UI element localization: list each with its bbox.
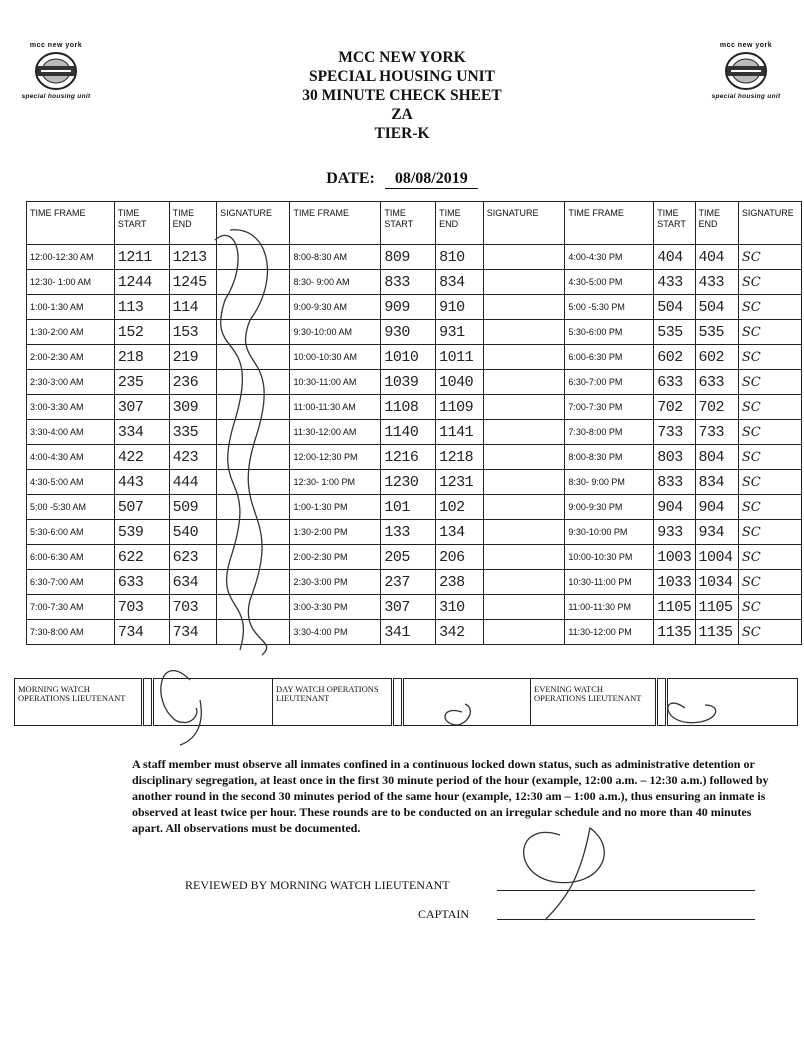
time-frame-cell: 8:00-8:30 PM: [565, 445, 654, 470]
table-row: [27, 470, 802, 495]
table-row: [27, 595, 802, 620]
time-start-cell: 1230: [381, 470, 436, 495]
header-line-4: ZA: [391, 106, 413, 123]
check-table-body: [27, 245, 802, 645]
time-start-cell: 702: [654, 395, 695, 420]
time-end-cell: 834: [436, 270, 484, 295]
time-frame-cell: 7:30-8:00 AM: [27, 620, 115, 645]
signature-cell: SC: [738, 495, 801, 520]
time-frame-cell: 7:30-8:00 PM: [565, 420, 654, 445]
header-line-2: SPECIAL HOUSING UNIT: [308, 68, 496, 85]
signature-cell: SC: [738, 445, 801, 470]
signature-cell[interactable]: [217, 595, 290, 620]
time-frame-cell: 6:30-7:00 AM: [27, 570, 115, 595]
signature-cell: SC: [738, 270, 801, 295]
time-frame-cell: 6:30-7:00 PM: [565, 370, 654, 395]
time-frame-cell: 2:30-3:00 AM: [27, 370, 115, 395]
column-header: TIME FRAME: [27, 202, 115, 245]
time-start-cell: 930: [381, 320, 436, 345]
table-row: [27, 520, 802, 545]
time-frame-cell: 5:00 -5:30 PM: [565, 295, 654, 320]
time-end-cell: 910: [436, 295, 484, 320]
table-row: [27, 345, 802, 370]
signature-cell[interactable]: [217, 520, 290, 545]
column-header: TIME END: [169, 202, 217, 245]
time-start-cell: 703: [114, 595, 169, 620]
time-frame-cell: 5:00 -5:30 AM: [27, 495, 115, 520]
time-frame-cell: 4:00-4:30 PM: [565, 245, 654, 270]
day-watch-label: DAY WATCH OPERATIONS LIEUTENANT: [273, 679, 393, 726]
time-start-cell: 734: [114, 620, 169, 645]
time-end-cell: 834: [695, 470, 738, 495]
time-end-cell: 540: [169, 520, 217, 545]
table-row: [27, 445, 802, 470]
seal-org-text: mcc new york: [719, 42, 773, 49]
time-frame-cell: 7:00-7:30 PM: [565, 395, 654, 420]
time-start-cell: 341: [381, 620, 436, 645]
column-header: SIGNATURE: [217, 202, 290, 245]
time-end-cell: 623: [169, 545, 217, 570]
time-start-cell: 443: [114, 470, 169, 495]
table-row: [27, 320, 802, 345]
time-end-cell: 934: [695, 520, 738, 545]
time-frame-cell: 2:00-2:30 AM: [27, 345, 115, 370]
signature-cell: SC: [738, 395, 801, 420]
time-end-cell: 804: [695, 445, 738, 470]
table-row: [27, 245, 802, 270]
time-start-cell: 113: [114, 295, 169, 320]
signature-cell: SC: [738, 320, 801, 345]
time-start-cell: 1216: [381, 445, 436, 470]
time-start-cell: 633: [654, 370, 695, 395]
time-start-cell: 933: [654, 520, 695, 545]
time-frame-cell: 2:00-2:30 PM: [290, 545, 381, 570]
time-frame-cell: 12:30- 1:00 AM: [27, 270, 115, 295]
time-start-cell: 1244: [114, 270, 169, 295]
signature-cell: SC: [738, 570, 801, 595]
time-end-cell: 444: [169, 470, 217, 495]
signature-cell: SC: [738, 370, 801, 395]
time-end-cell: 236: [169, 370, 217, 395]
time-start-cell: 334: [114, 420, 169, 445]
signature-cell: SC: [738, 420, 801, 445]
time-start-cell: 909: [381, 295, 436, 320]
time-end-cell: 602: [695, 345, 738, 370]
signature-cell[interactable]: [217, 495, 290, 520]
signature-cell[interactable]: [217, 570, 290, 595]
sheet-header: [0, 48, 804, 143]
table-row: [27, 495, 802, 520]
signature-cell[interactable]: [483, 595, 565, 620]
policy-notice: A staff member must observe all inmates confined in a continuous locked down status, such as administrative detention or disciplinary segregation, at least once in the first 30 minute period of the hour (example, 12:00 a.m. – 12:30 a.m.) followed by another round in the second 30 minutes period of the same hour (example, 12:30 am – 1:00 a.m.), thus ensuring an inmate is observed at least twice per hour. These rounds are to be conducted on an irregular schedule and no more than 40 minutes apart. All observations must be documented.: [132, 757, 769, 835]
time-start-cell: 833: [381, 270, 436, 295]
time-start-cell: 803: [654, 445, 695, 470]
time-frame-cell: 5:30-6:00 AM: [27, 520, 115, 545]
time-end-cell: 310: [436, 595, 484, 620]
table-row: [27, 295, 802, 320]
time-end-cell: 433: [695, 270, 738, 295]
table-row: [27, 420, 802, 445]
signature-cell[interactable]: [483, 620, 565, 645]
time-end-cell: 810: [436, 245, 484, 270]
time-end-cell: 1011: [436, 345, 484, 370]
time-end-cell: 309: [169, 395, 217, 420]
time-frame-cell: 3:00-3:30 AM: [27, 395, 115, 420]
column-header: TIME END: [436, 202, 484, 245]
signature-cell[interactable]: [483, 420, 565, 445]
signature-cell[interactable]: [217, 395, 290, 420]
time-end-cell: 1135: [695, 620, 738, 645]
time-frame-cell: 9:30-10:00 AM: [290, 320, 381, 345]
time-frame-cell: 3:30-4:00 PM: [290, 620, 381, 645]
signature-cell[interactable]: [217, 370, 290, 395]
time-start-cell: 733: [654, 420, 695, 445]
signature-cell: SC: [738, 295, 801, 320]
time-start-cell: 218: [114, 345, 169, 370]
column-header: TIME END: [695, 202, 738, 245]
seal-unit-text: special housing unit: [711, 93, 781, 100]
table-row: [27, 395, 802, 420]
time-frame-cell: 10:30-11:00 AM: [290, 370, 381, 395]
header-line-3: 30 MINUTE CHECK SHEET: [302, 87, 502, 104]
time-end-cell: 1218: [436, 445, 484, 470]
time-start-cell: 307: [114, 395, 169, 420]
time-frame-cell: 1:00-1:30 AM: [27, 295, 115, 320]
signature-cell[interactable]: [217, 345, 290, 370]
time-start-cell: 1105: [654, 595, 695, 620]
time-end-cell: 1040: [436, 370, 484, 395]
time-end-cell: 423: [169, 445, 217, 470]
time-end-cell: 1105: [695, 595, 738, 620]
time-end-cell: 1004: [695, 545, 738, 570]
time-frame-cell: 1:30-2:00 PM: [290, 520, 381, 545]
morning-review-label: REVIEWED BY MORNING WATCH LIEUTENANT: [185, 878, 450, 892]
signature-cell[interactable]: [483, 495, 565, 520]
seal-unit-text: special housing unit: [21, 93, 91, 100]
time-frame-cell: 2:30-3:00 PM: [290, 570, 381, 595]
time-frame-cell: 12:00-12:30 PM: [290, 445, 381, 470]
time-start-cell: 422: [114, 445, 169, 470]
time-end-cell: 219: [169, 345, 217, 370]
column-header: TIME FRAME: [290, 202, 381, 245]
time-end-cell: 1141: [436, 420, 484, 445]
time-end-cell: 733: [695, 420, 738, 445]
time-start-cell: 1211: [114, 245, 169, 270]
captain-signature-line[interactable]: [497, 919, 755, 920]
time-end-cell: 702: [695, 395, 738, 420]
time-end-cell: 114: [169, 295, 217, 320]
time-end-cell: 335: [169, 420, 217, 445]
date-label: DATE:: [326, 170, 375, 187]
time-frame-cell: 11:00-11:30 PM: [565, 595, 654, 620]
check-table: [26, 201, 802, 645]
time-end-cell: 904: [695, 495, 738, 520]
signature-cell[interactable]: [217, 445, 290, 470]
time-frame-cell: 3:00-3:30 PM: [290, 595, 381, 620]
time-frame-cell: 9:00-9:30 PM: [565, 495, 654, 520]
time-end-cell: 535: [695, 320, 738, 345]
column-header: SIGNATURE: [738, 202, 801, 245]
time-end-cell: 1231: [436, 470, 484, 495]
signature-cell: SC: [738, 545, 801, 570]
signature-cell: SC: [738, 245, 801, 270]
signature-cell[interactable]: [483, 370, 565, 395]
time-end-cell: 509: [169, 495, 217, 520]
time-end-cell: 102: [436, 495, 484, 520]
time-frame-cell: 10:00-10:30 AM: [290, 345, 381, 370]
time-frame-cell: 9:00-9:30 AM: [290, 295, 381, 320]
signature-cell[interactable]: [217, 245, 290, 270]
time-start-cell: 1108: [381, 395, 436, 420]
header-line-1: MCC NEW YORK: [338, 49, 466, 66]
signature-cell[interactable]: [217, 270, 290, 295]
signature-cell[interactable]: [483, 320, 565, 345]
watch-signoff-table: [14, 678, 798, 726]
time-frame-cell: 12:30- 1:00 PM: [290, 470, 381, 495]
time-frame-cell: 8:30- 9:00 AM: [290, 270, 381, 295]
time-start-cell: 539: [114, 520, 169, 545]
time-frame-cell: 4:30-5:00 PM: [565, 270, 654, 295]
column-header: TIME FRAME: [565, 202, 654, 245]
time-end-cell: 504: [695, 295, 738, 320]
time-start-cell: 133: [381, 520, 436, 545]
time-frame-cell: 6:00-6:30 AM: [27, 545, 115, 570]
time-start-cell: 1033: [654, 570, 695, 595]
time-frame-cell: 10:00-10:30 PM: [565, 545, 654, 570]
time-start-cell: 1003: [654, 545, 695, 570]
table-row: [27, 620, 802, 645]
time-end-cell: 342: [436, 620, 484, 645]
time-start-cell: 504: [654, 295, 695, 320]
time-frame-cell: 1:00-1:30 PM: [290, 495, 381, 520]
time-end-cell: 404: [695, 245, 738, 270]
time-end-cell: 1213: [169, 245, 217, 270]
time-end-cell: 931: [436, 320, 484, 345]
signature-cell: SC: [738, 345, 801, 370]
signature-cell[interactable]: [217, 545, 290, 570]
time-frame-cell: 8:30- 9:00 PM: [565, 470, 654, 495]
time-start-cell: 535: [654, 320, 695, 345]
morning-watch-label: MORNING WATCH OPERATIONS LIEUTENANT: [15, 679, 143, 726]
signature-cell[interactable]: [483, 295, 565, 320]
time-start-cell: 1010: [381, 345, 436, 370]
time-end-cell: 634: [169, 570, 217, 595]
time-frame-cell: 7:00-7:30 AM: [27, 595, 115, 620]
time-start-cell: 307: [381, 595, 436, 620]
time-start-cell: 404: [654, 245, 695, 270]
signature-cell: SC: [738, 595, 801, 620]
time-frame-cell: 8:00-8:30 AM: [290, 245, 381, 270]
evening-watch-signature-field[interactable]: [667, 679, 798, 726]
signature-cell[interactable]: [483, 570, 565, 595]
time-end-cell: 1245: [169, 270, 217, 295]
signature-cell: SC: [738, 520, 801, 545]
seal-org-text: mcc new york: [29, 42, 83, 49]
time-start-cell: 205: [381, 545, 436, 570]
column-header: TIME START: [114, 202, 169, 245]
time-start-cell: 904: [654, 495, 695, 520]
signature-cell[interactable]: [217, 620, 290, 645]
time-start-cell: 833: [654, 470, 695, 495]
signature-cell[interactable]: [483, 270, 565, 295]
table-row: [27, 545, 802, 570]
time-start-cell: 433: [654, 270, 695, 295]
column-header: TIME START: [654, 202, 695, 245]
time-start-cell: 1135: [654, 620, 695, 645]
time-start-cell: 507: [114, 495, 169, 520]
table-row: [27, 370, 802, 395]
time-frame-cell: 1:30-2:00 AM: [27, 320, 115, 345]
time-frame-cell: 4:30-5:00 AM: [27, 470, 115, 495]
date-value: 08/08/2019: [385, 170, 478, 189]
time-frame-cell: 12:00-12:30 AM: [27, 245, 115, 270]
signature-cell[interactable]: [483, 445, 565, 470]
time-end-cell: 206: [436, 545, 484, 570]
time-end-cell: 1034: [695, 570, 738, 595]
table-row: [27, 570, 802, 595]
time-frame-cell: 11:00-11:30 AM: [290, 395, 381, 420]
signature-cell[interactable]: [483, 520, 565, 545]
time-end-cell: 238: [436, 570, 484, 595]
time-end-cell: 703: [169, 595, 217, 620]
time-start-cell: 809: [381, 245, 436, 270]
signature-cell[interactable]: [483, 395, 565, 420]
signature-cell: SC: [738, 620, 801, 645]
signature-cell: SC: [738, 470, 801, 495]
header-line-5: TIER-K: [374, 125, 430, 142]
signature-cell[interactable]: [217, 470, 290, 495]
signature-cell[interactable]: [217, 295, 290, 320]
column-header: TIME START: [381, 202, 436, 245]
time-end-cell: 734: [169, 620, 217, 645]
time-start-cell: 237: [381, 570, 436, 595]
signature-cell[interactable]: [483, 545, 565, 570]
time-start-cell: 152: [114, 320, 169, 345]
time-start-cell: 633: [114, 570, 169, 595]
signature-cell[interactable]: [483, 470, 565, 495]
time-frame-cell: 10:30-11:00 PM: [565, 570, 654, 595]
evening-watch-label: EVENING WATCH OPERATIONS LIEUTENANT: [531, 679, 657, 726]
time-frame-cell: 11:30-12:00 PM: [565, 620, 654, 645]
signature-cell[interactable]: [483, 345, 565, 370]
signature-cell[interactable]: [217, 320, 290, 345]
time-start-cell: 235: [114, 370, 169, 395]
table-header-row: [27, 202, 802, 245]
time-end-cell: 1109: [436, 395, 484, 420]
captain-label: CAPTAIN: [418, 907, 470, 921]
time-start-cell: 101: [381, 495, 436, 520]
time-start-cell: 602: [654, 345, 695, 370]
time-end-cell: 134: [436, 520, 484, 545]
signature-cell[interactable]: [217, 420, 290, 445]
table-row: [27, 270, 802, 295]
time-start-cell: 622: [114, 545, 169, 570]
column-header: SIGNATURE: [483, 202, 565, 245]
day-watch-signature-field[interactable]: [403, 679, 531, 726]
time-end-cell: 153: [169, 320, 217, 345]
time-frame-cell: 4:00-4:30 AM: [27, 445, 115, 470]
morning-watch-signature-field[interactable]: [153, 679, 273, 726]
time-frame-cell: 6:00-6:30 PM: [565, 345, 654, 370]
time-end-cell: 633: [695, 370, 738, 395]
signature-cell[interactable]: [483, 245, 565, 270]
time-start-cell: 1039: [381, 370, 436, 395]
time-start-cell: 1140: [381, 420, 436, 445]
morning-review-signature-line[interactable]: [497, 890, 755, 891]
time-frame-cell: 9:30-10:00 PM: [565, 520, 654, 545]
time-frame-cell: 5:30-6:00 PM: [565, 320, 654, 345]
time-frame-cell: 11:30-12:00 AM: [290, 420, 381, 445]
time-frame-cell: 3:30-4:00 AM: [27, 420, 115, 445]
date-row: [0, 170, 804, 189]
